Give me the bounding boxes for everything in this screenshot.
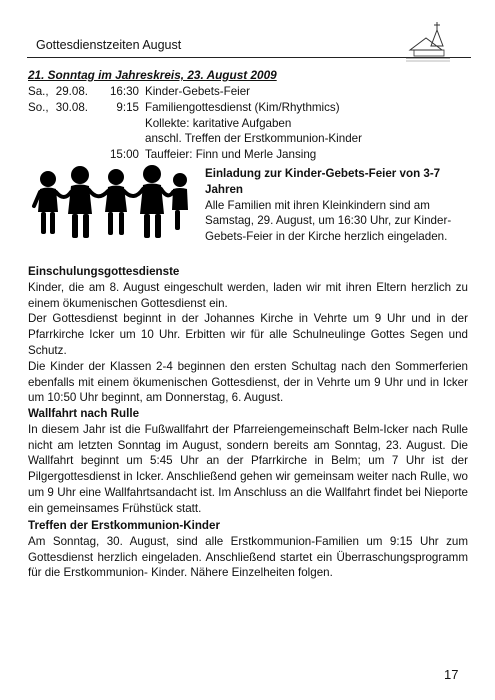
schedule-text: Tauffeier: Finn und Merle Jansing xyxy=(145,148,317,162)
schedule-time: 16:30 xyxy=(109,85,139,98)
schedule-date: 30.08. xyxy=(55,100,88,114)
einschulung-section xyxy=(28,264,468,406)
children-holding-hands-icon xyxy=(30,162,190,242)
schedule-text: Kinder-Gebets-Feier xyxy=(145,85,251,98)
invitation-text: Alle Familien mit ihren Kleinkindern sind am Samstag, 29. August, um 16:30 Uhr, zur Kinder-Gebets-Feier in der Kirche herzlich eingeladen. xyxy=(205,198,452,244)
wallfahrt-section xyxy=(28,406,468,517)
einschulung-paragraph: Kinder, die am 8. August eingeschult werden, laden wir mit ihren Eltern herzlich zu einem ökumenischen Gottesdienst ein. xyxy=(28,280,468,310)
schedule-text: Familiengottesdienst (Kim/Rhythmics) xyxy=(145,100,340,114)
schedule-text: Kollekte: karitative Aufgaben xyxy=(145,116,292,130)
schedule-time: 15:00 xyxy=(109,148,139,162)
sunday-heading: 21. Sonntag im Jahreskreis, 23. August 2009 xyxy=(28,68,277,82)
schedule-date: 29.08. xyxy=(55,85,88,98)
schedule-row xyxy=(28,147,468,163)
schedule-row xyxy=(28,84,468,100)
church-logo-icon xyxy=(404,20,452,64)
schedule-text: anschl. Treffen der Erstkommunion-Kinder xyxy=(145,132,362,146)
erstkommunion-section xyxy=(28,518,468,581)
erstkommunion-title: Treffen der Erstkommunion-Kinder xyxy=(28,519,220,532)
schedule-row xyxy=(28,131,468,147)
schedule-time: 9:15 xyxy=(116,100,139,114)
einschulung-title: Einschulungsgottesdienste xyxy=(28,265,180,278)
schedule-day: Sa., xyxy=(28,85,49,98)
einschulung-paragraph: Der Gottesdienst beginnt in der Johannes Kirche in Vehrte um 9 Uhr und in der Pfarrkirche Icker um 10 Uhr. Erbitten wir für alle Schulneulinge Gottes Segen und Schutz. xyxy=(28,312,468,357)
schedule-row xyxy=(28,100,468,116)
erstkommunion-text: Am Sonntag, 30. August, sind alle Erstkommunion-Familien um 9:15 Uhr zum Gottesdienst herzlich eingeladen. Anschließend startet ein Überraschungsprogramm für die Erstkommunion- Kinder. Nähere Einzelheiten folgen. xyxy=(28,534,468,580)
schedule-day: So., xyxy=(28,100,49,114)
invitation-title: Einladung zur Kinder-Gebets-Feier von 3-7 Jahren xyxy=(205,167,441,196)
wallfahrt-text: In diesem Jahr ist die Fußwallfahrt der Pfarreiengemeinschaft Belm-Icker nach Rulle nicht am letzten Sonntag im August, sondern bereits am Sonntag, 23. August. Die Wallfahrt beginnt um 5:45 Uhr an der Pfarrkirche in Belm; um 7 Uhr ist der Pilgergottesdienst in Icker. Anschließend gehen wir gemeinsam weiter nach Rulle, wo um 9 Uhr eine Wallfahrtsandacht ist. Im Anschluss an die Wallfahrt findet bei Nieporte ein gemeinsames Frühstück statt. xyxy=(28,422,468,515)
wallfahrt-title: Wallfahrt nach Rulle xyxy=(28,407,140,420)
schedule-list xyxy=(28,84,468,163)
einschulung-paragraph: Die Kinder der Klassen 2-4 beginnen den ersten Schultag nach den Sommerferien ebenfalls mit einem ökumenischen Gottesdienst, der in Vehrte um 9 Uhr und in Icker um 10:50 Uhr beginnt, am Donnerstag, 6. August. xyxy=(28,359,468,405)
page-number: 17 xyxy=(444,667,459,682)
schedule-row xyxy=(28,116,468,132)
page-header-title: Gottesdienstzeiten August xyxy=(36,38,182,52)
invitation-box xyxy=(205,166,467,245)
